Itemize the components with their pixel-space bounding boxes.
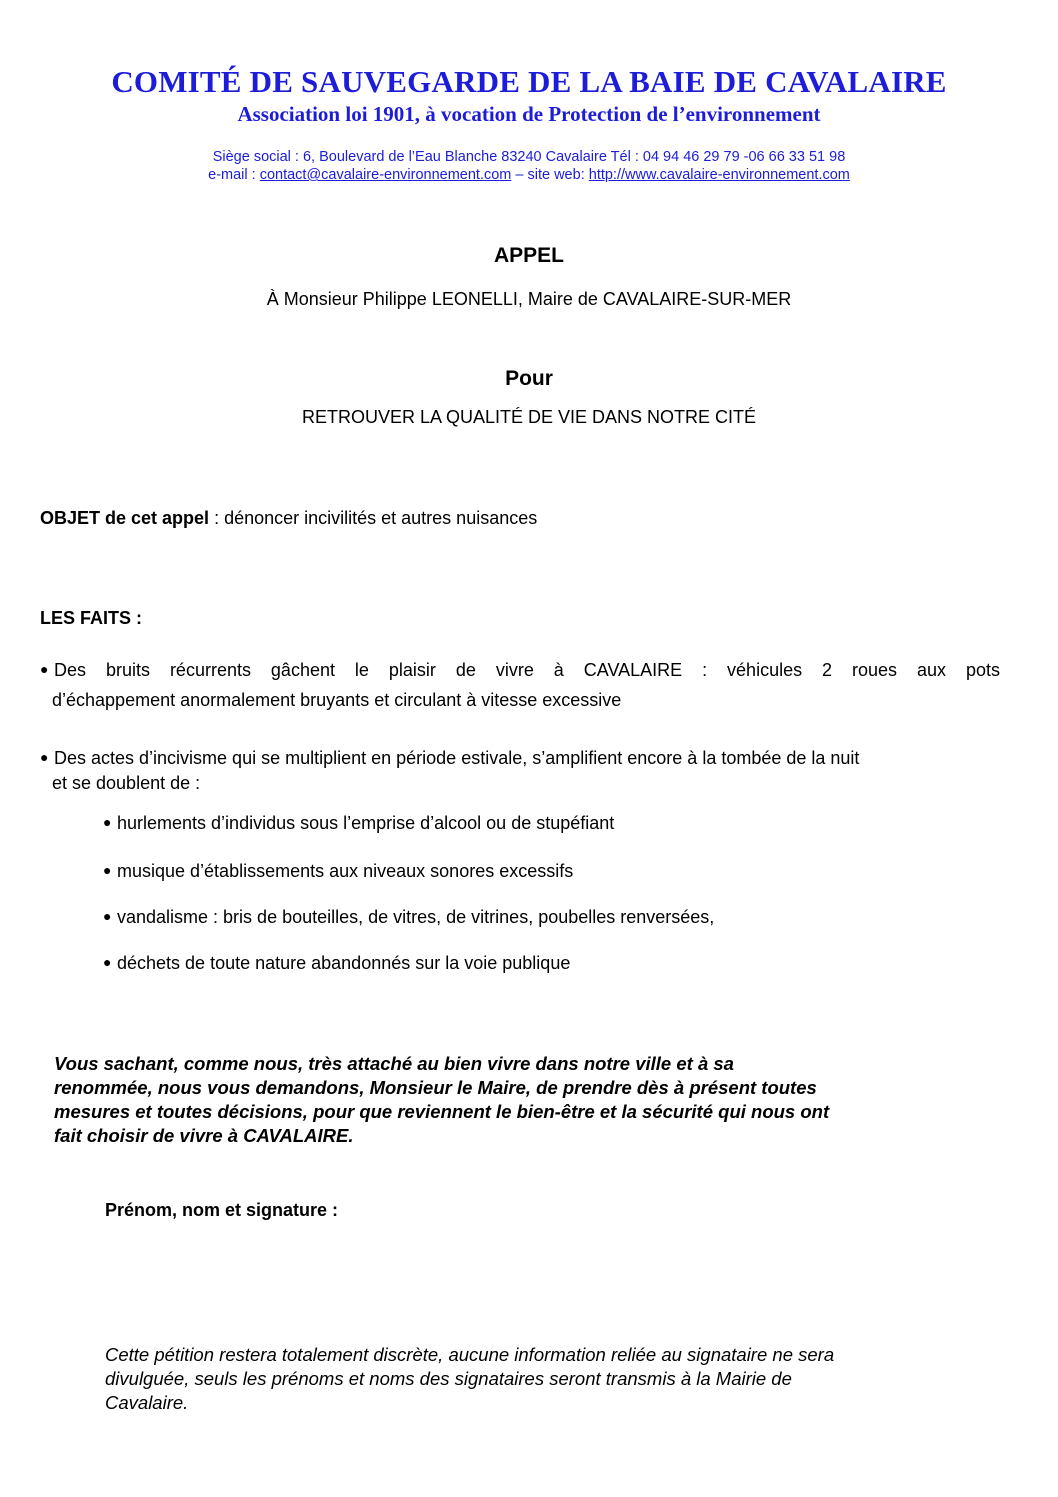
closing-paragraph: [54, 1052, 954, 1148]
closing-line: renommée, nous vous demandons, Monsieur le Maire, de prendre dès à présent toutes: [54, 1077, 817, 1098]
organization-title: COMITÉ DE SAUVEGARDE DE LA BAIE DE CAVALAIRE: [111, 64, 947, 99]
note-line: Cette pétition restera totalement discrète, aucune information reliée au signataire ne sera: [105, 1344, 835, 1365]
bullet-icon: ●: [103, 954, 112, 970]
object-label: OBJET de cet appel: [40, 508, 210, 528]
closing-line: fait choisir de vivre à CAVALAIRE.: [54, 1125, 354, 1146]
signature-label: Prénom, nom et signature :: [105, 1200, 339, 1220]
closing-line: Vous sachant, comme nous, très attaché au bien vivre dans notre ville et à sa: [54, 1053, 734, 1074]
closing-line: mesures et toutes décisions, pour que reviennent le bien-être et la sécurité qui nous ont: [54, 1101, 830, 1122]
sub-item-text: hurlements d’individus sous l’emprise d’alcool ou de stupéfiant: [117, 813, 615, 833]
sub-item: [103, 901, 714, 932]
appeal-goal: RETROUVER LA QUALITÉ DE VIE DANS NOTRE CITÉ: [301, 407, 757, 427]
appeal-recipient: À Monsieur Philippe LEONELLI, Maire de CAVALAIRE-SUR-MER: [266, 289, 792, 309]
bullet-icon: ●: [103, 908, 112, 924]
bullet-icon: ●: [103, 862, 112, 878]
bullet-icon: ●: [40, 749, 49, 765]
privacy-note: [105, 1343, 965, 1415]
appeal-heading: APPEL: [493, 244, 564, 267]
email-link[interactable]: contact@cavalaire-environnement.com: [259, 167, 512, 183]
sub-item: [103, 947, 570, 978]
sub-item-text: musique d’établissements aux niveaux sonores excessifs: [117, 861, 574, 881]
organization-subtitle: Association loi 1901, à vocation de Protection de l’environnement: [237, 102, 821, 126]
object-text: : dénoncer incivilités et autres nuisances: [209, 508, 538, 528]
site-label: – site web:: [511, 167, 589, 183]
note-line: divulguée, seuls les prénoms et noms des signataires seront transmis à la Mairie de: [105, 1368, 792, 1389]
fact-item-1-line-1: Des bruits récurrents gâchent le plaisir de vivre à CAVALAIRE : véhicules 2 roues aux pots: [54, 660, 1000, 680]
fact-item-2-line-2: et se doublent de :: [52, 773, 201, 793]
address-line: Siège social : 6, Boulevard de l’Eau Blanche 83240 Cavalaire Tél : 04 94 46 29 79 -06 66 33 51 98: [212, 149, 846, 165]
website-link[interactable]: http://www.cavalaire-environnement.com: [588, 167, 850, 183]
bullet-icon: ●: [40, 661, 49, 677]
fact-item-2: [40, 745, 1015, 796]
fact-item-2-line-1: Des actes d’incivisme qui se multiplient en période estivale, s’amplifient encore à la tombée de la nuit: [54, 748, 860, 768]
email-label: e-mail :: [208, 167, 260, 183]
bullet-icon: ●: [103, 814, 112, 830]
facts-heading: LES FAITS :: [40, 608, 143, 628]
sub-item-text: vandalisme : bris de bouteilles, de vitres, de vitrines, poubelles renversées,: [117, 907, 715, 927]
contact-line: [0, 167, 1058, 184]
pour-heading: Pour: [505, 367, 553, 390]
object-line: [40, 503, 537, 533]
sub-item-text: déchets de toute nature abandonnés sur la voie publique: [117, 953, 571, 973]
fact-item-1: [40, 654, 1000, 715]
fact-item-1-line-2: d’échappement anormalement bruyants et circulant à vitesse excessive: [52, 690, 622, 710]
note-line: Cavalaire.: [105, 1392, 189, 1413]
sub-item: [103, 807, 614, 838]
sub-item: [103, 855, 573, 886]
